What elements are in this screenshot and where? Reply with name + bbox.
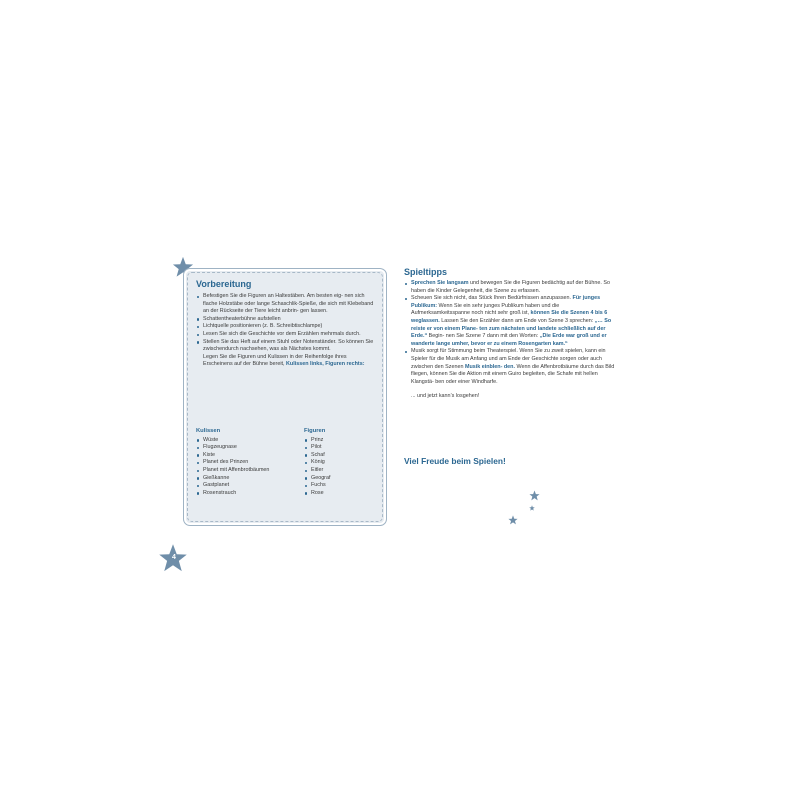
list-item: Lichtquelle positionieren (z. B. Schreibtischlampe)	[196, 323, 376, 331]
tips-body	[404, 280, 616, 401]
kulissen-column	[196, 428, 296, 497]
tip2-highlight-3: „… So reiste er von einem Plane- ten zum nächsten und landete schließlich auf der Erde.“	[411, 317, 612, 340]
list-item: Wüste	[196, 437, 296, 445]
list-item: Eitler	[304, 467, 374, 475]
list-item: Flugzeugnase	[196, 444, 296, 452]
list-item	[404, 280, 616, 295]
tips-title: Spieltipps	[404, 267, 448, 277]
figuren-column	[304, 428, 374, 497]
preparation-title: Vorbereitung	[196, 279, 252, 289]
list-item	[404, 348, 616, 386]
figuren-list	[304, 437, 374, 498]
list-item: Planet mit Affenbrotbäumen	[196, 467, 296, 475]
list-item: Rose	[304, 490, 374, 498]
tip2-text-b: Wenn Sie ein sehr junges Publikum haben und die Aufmerksamkeitsspanne noch nicht sehr groß ist,	[411, 302, 560, 317]
tip2-text-d: Begin- nen Sie Szene 7 dann mit den Worten:	[427, 333, 539, 340]
tip3-highlight: Musik einblen- den.	[464, 363, 515, 370]
list-item: Planet des Prinzen	[196, 459, 296, 467]
order-text: Legen Sie die Figuren und Kulissen in der Reihenfolge ihres Erscheinens auf der Bühne bereit,	[203, 353, 347, 368]
order-highlight: Kulissen links, Figuren rechts:	[286, 361, 365, 368]
list-item: Fuchs	[304, 482, 374, 490]
list-item: Geograf	[304, 475, 374, 483]
list-item: Pilot	[304, 444, 374, 452]
tip1-text: und bewegen Sie die Figuren bedächtig auf der Bühne. So haben die Kinder Gelegenheit, die Szene zu erfassen.	[411, 280, 610, 294]
list-item: Lesen Sie sich die Geschichte vor dem Erzählen mehrmals durch.	[196, 331, 376, 339]
order-paragraph	[196, 354, 376, 369]
outro-text: ... und jetzt kann’s losgehen!	[411, 393, 480, 400]
list-item: Kiste	[196, 452, 296, 460]
tip2-highlight-4: „Die Erde war groß und er wanderte lange umher, bevor er zu einem Rosengarten kam.“	[411, 333, 607, 347]
preparation-body	[196, 293, 376, 369]
list-item: Rosenstrauch	[196, 490, 296, 498]
list-item: König	[304, 459, 374, 467]
list-item: Gastplanet	[196, 482, 296, 490]
page-number: 4	[172, 554, 176, 561]
tip2-text-a: Scheuen Sie sich nicht, das Stück Ihren Bedürfnissen anzupassen.	[411, 295, 572, 302]
tip2-text-c: Lassen Sie den Erzähler dann am Ende von Szene 3 sprechen:	[439, 317, 594, 324]
preparation-list	[196, 293, 376, 354]
list-item	[404, 295, 616, 348]
kulissen-list	[196, 437, 296, 498]
tip3-text-a: Musik sorgt für Stimmung beim Theaterspiel. Wenn Sie zu zweit spielen, kann ein Spieler für die Musik am Anfang und am Ende der Geschichte sorgen oder auch zwischen den Szenen	[411, 348, 606, 370]
kulissen-title: Kulissen	[196, 428, 221, 434]
tip3-text-b: Wenn die Affenbrotbäume durch das Bild fliegen, können Sie die Aktion mit einem Guiro begleiten, die Schafe mit hellen Klangstä- ben oder einer Windharfe.	[411, 363, 615, 385]
list-item: Schattentheaterbühne aufstellen	[196, 316, 376, 324]
small-star-icon-2	[529, 505, 535, 511]
list-item: Befestigen Sie die Figuren an Haltestäben. Am besten eig- nen sich flache Holzstäbe oder lange Schaschlik-Spieße, die sich mit Klebeband an der Rückseite der Tiere leicht anbrin- gen lassen.	[196, 293, 376, 316]
list-item: Gießkanne	[196, 475, 296, 483]
small-star-icon-3	[508, 515, 518, 525]
figuren-title: Figuren	[304, 428, 326, 434]
list-item: Schaf	[304, 452, 374, 460]
small-star-icon-1	[529, 490, 540, 501]
tip2-highlight-1: Für junges Publikum:	[411, 295, 601, 309]
tips-list	[404, 280, 616, 386]
finale-heading: Viel Freude beim Spielen!	[404, 456, 506, 466]
list-item: Stellen Sie das Heft auf einem Stuhl oder Notenständer. So können Sie zwischendurch nachsehen, was als Nächstes kommt.	[196, 339, 376, 354]
tip1-highlight: Sprechen Sie langsam	[411, 280, 469, 286]
tip2-highlight-2: können Sie die Szenen 4 bis 6 weglassen.	[411, 310, 608, 324]
list-item: Prinz	[304, 437, 374, 445]
